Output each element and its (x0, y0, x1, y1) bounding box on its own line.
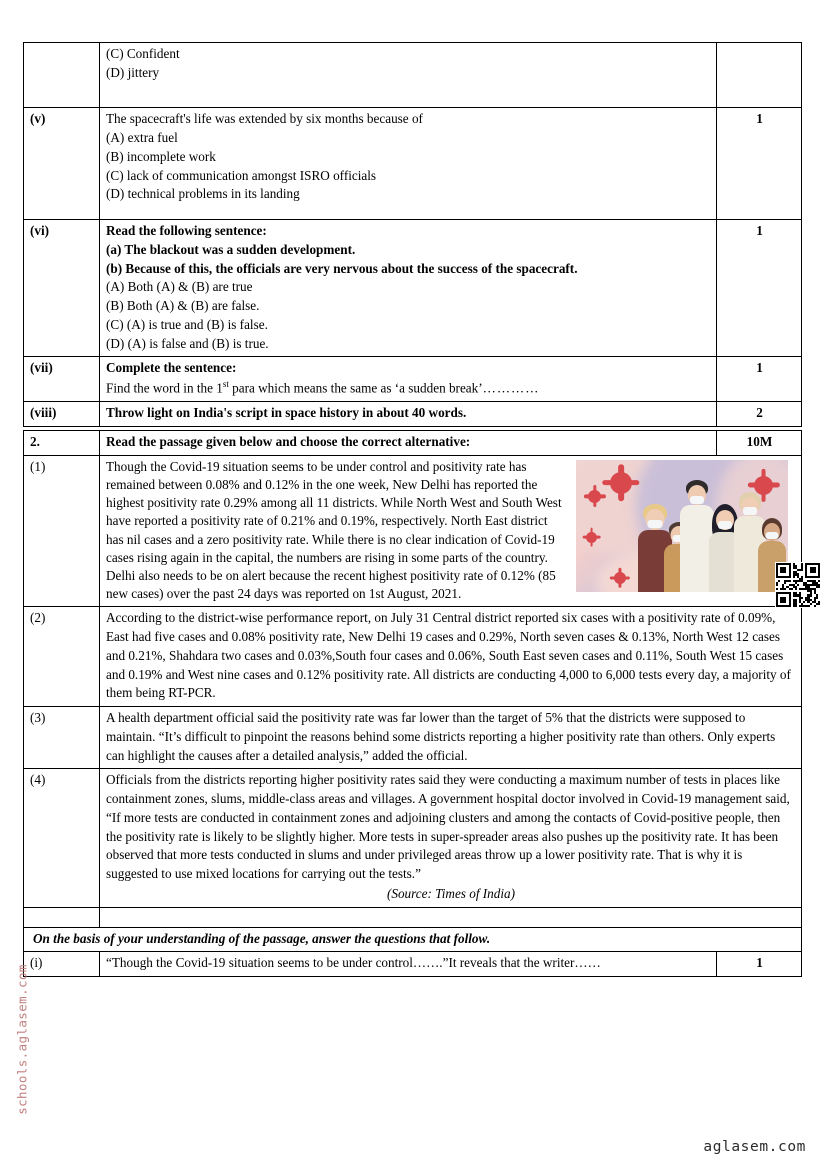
question-vi-statement-a: (a) The blackout was a sudden development. (106, 241, 356, 257)
marks-blank (717, 43, 802, 108)
spacer-cell-left (24, 907, 100, 927)
passage-table (23, 430, 802, 977)
option-c: (C) Confident (106, 46, 180, 61)
question-vi-option-a: (A) Both (A) & (B) are true (106, 279, 253, 295)
passage-paragraph-4-cell (100, 769, 802, 907)
row-number-blank (24, 43, 100, 108)
row-number-para-1: (1) (24, 455, 100, 607)
fill-line-post: para which means the same as ‘a sudden break’ (228, 380, 483, 396)
question-v-option-c: (C) lack of communication amongst ISRO officials (106, 167, 377, 183)
side-watermark: schools.aglasem.com (14, 964, 30, 1115)
question-vii-stem: Complete the sentence: (106, 360, 237, 376)
question-viii-text: Throw light on India's script in space history in about 40 words. (100, 402, 717, 427)
spacer-cell-right (100, 907, 802, 927)
passage-paragraph-3-text: A health department official said the positivity rate was far lower than the target of 5% that the districts were supposed to maintain. “It’s difficult to pinpoint the reasons behind some districts reporting a higher positivity rate than others. Only experts can highlight the causes after a detailed analysis,” added the official. (100, 707, 802, 769)
table-row (24, 357, 802, 402)
table-row (24, 927, 802, 952)
question-vi-stem: Read the following sentence: (106, 223, 267, 239)
row-number-viii: (viii) (24, 402, 100, 427)
table-row (24, 769, 802, 907)
row-number-vi: (vi) (24, 220, 100, 357)
question-table (23, 42, 802, 427)
table-row (24, 607, 802, 707)
question-vi-option-c: (C) (A) is true and (B) is false. (106, 316, 268, 332)
question-i-text: “Though the Covid-19 situation seems to be under control…….”It reveals that the writer…… (100, 952, 717, 977)
question-vii-cell (100, 357, 717, 402)
passage-paragraph-1-text: Though the Covid-19 situation seems to be under control and positivity rate has remained between 0.08% and 0.12% in the one week, New Delhi has reported the highest positivity rate 0.29% among all 11 districts. While North West and South West have reported a positivity rate of 0.21% and 0.19%, respectively. North East district has nil cases and a zero positivity rate. While there is no clear indication of Covid-19 cases rising again in the capital, the numbers are rising in some parts of the country. Delhi also needs to be on alert because the recent highest positivity rate of 0.12% (85 new cases) over the past 24 days was reported on 1st August, 2021. (106, 458, 562, 602)
table-row (24, 220, 802, 357)
marks-vii: 1 (717, 357, 802, 402)
option-d: (D) jittery (106, 64, 160, 80)
table-row (24, 431, 802, 456)
row-number-2: 2. (24, 431, 100, 456)
question-vi-option-d: (D) (A) is false and (B) is true. (106, 335, 269, 351)
ordinal-suffix: st (222, 379, 229, 390)
marks-v: 1 (717, 108, 802, 220)
passage-paragraph-2-text: According to the district-wise performance report, on July 31 Central district reported six cases with a positivity rate of 0.09%, East had five cases and 0.08% positivity rate, New Delhi 19 cases and 0.29%, North seven cases & 0.13%, North West 12 cases and 0.21%, Shahdara two cases and 0.03%,South four cases and 0.06%, South East seven cases and 0.11%, South West 15 cases and 0.19% and West nine cases and 0.12% positivity rate. All districts are conducting 4,000 to 6,000 tests every day, a majority of them being RT-PCR. (100, 607, 802, 707)
marks-viii: 2 (717, 402, 802, 427)
question-vii-fill-line (106, 378, 711, 398)
row-number-v: (v) (24, 108, 100, 220)
question-v-cell (100, 108, 717, 220)
question-2-instruction: Read the passage given below and choose the correct alternative: (100, 431, 717, 456)
passage-source-credit: (Source: Times of India) (386, 885, 516, 901)
options-continued-cell (100, 43, 717, 108)
passage-paragraph-4-text: Officials from the districts reporting higher positivity rates said they were conducting a maximum number of tests in places like containment zones, slums, middle-class areas and villages. A government hospital doctor involved in Covid-19 management said, “If more tests are conducted in containment zones and adjoining clusters and among the contacts of Covid-positive people, then the positivity rate is likely to be slightly higher. More tests in super-spreader areas also pushes up the positivity rate. It has been observed that more tests conducted in slums and under privileged areas throw up a lower positivity rate. That is why it is suggested to use mixed locations for carrying out the tests.” (106, 772, 790, 882)
qr-code-icon (775, 562, 821, 608)
covid-illustration (576, 460, 788, 592)
question-v-option-a: (A) extra fuel (106, 130, 178, 146)
row-number-para-4: (4) (24, 769, 100, 907)
marks-vi: 1 (717, 220, 802, 357)
passage-questions-instruction: On the basis of your understanding of the passage, answer the questions that follow. (24, 927, 802, 952)
table-row (24, 707, 802, 769)
marks-i: 1 (717, 952, 802, 977)
question-v-stem: The spacecraft's life was extended by six months because of (106, 111, 423, 127)
fill-line-pre: Find the word in the 1 (106, 380, 223, 396)
table-row (24, 455, 802, 607)
table-row (24, 108, 802, 220)
row-number-vii: (vii) (24, 357, 100, 402)
marks-2: 10M (717, 431, 802, 456)
table-row (24, 43, 802, 108)
spacer-row (24, 907, 802, 927)
fill-blank-dots: ………… (482, 380, 540, 396)
footer-watermark: aglasem.com (703, 1139, 806, 1155)
question-v-option-d: (D) technical problems in its landing (106, 186, 300, 202)
question-vi-statement-b: (b) Because of this, the officials are very nervous about the success of the spacecraft. (106, 260, 578, 276)
passage-paragraph-1-cell (100, 455, 802, 607)
table-row (24, 952, 802, 977)
row-number-i: (i) (24, 952, 100, 977)
question-v-option-b: (B) incomplete work (106, 148, 216, 164)
table-row (24, 402, 802, 427)
question-vi-option-b: (B) Both (A) & (B) are false. (106, 298, 260, 314)
question-vi-cell (100, 220, 717, 357)
row-number-para-2: (2) (24, 607, 100, 707)
qr-code-grid (776, 563, 820, 607)
row-number-para-3: (3) (24, 707, 100, 769)
